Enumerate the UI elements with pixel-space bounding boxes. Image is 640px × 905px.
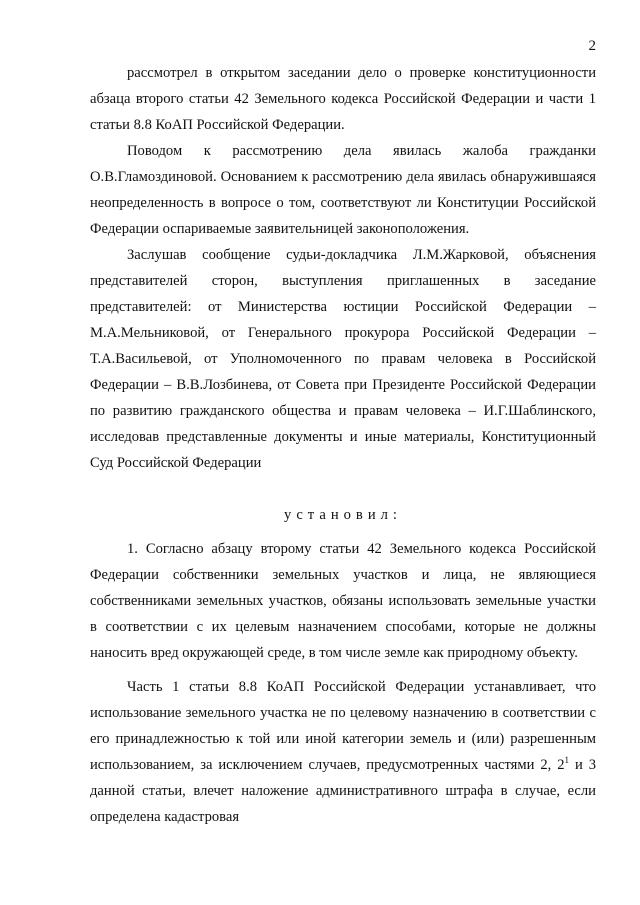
- paragraph-grounds: Поводом к рассмотрению дела явилась жалоба гражданки О.В.Гламоздиновой. Основанием к рассмотрению дела явилась обнаружившаяся неопределенность в вопросе о том, соответствуют ли Конституции Российской Федерации оспариваемые заявительницей законоположения.: [90, 143, 596, 237]
- section-heading: установил:: [284, 507, 402, 523]
- paragraph-koap-text-2: и 3 данной статьи, влечет наложение административного штрафа в случае, если определена кадастровая: [90, 757, 596, 825]
- paragraph-koap-text-1: Часть 1 статьи 8.8 КоАП Российской Федерации устанавливает, что использование земельного участка не по целевому назначению в соответствии с его принадлежностью к той или иной категории земель и (или) разрешенным использованием, за исключением случаев, предусмотренных частями 2, 2: [90, 679, 596, 773]
- paragraph-hearing: Заслушав сообщение судьи-докладчика Л.М.Жарковой, объяснения представителей сторон, выступления приглашенных в заседание представителей: от Министерства юстиции Российской Федерации – М.А.Мельниковой, от Генерального прокурора Российской Федерации – Т.А.Васильевой, от Уполномоченного по правам человека в Российской Федерации – В.В.Лозбинева, от Совета при Президенте Российской Федерации по развитию гражданского общества и правам человека – И.Г.Шаблинского, исследовав представленные документы и иные материалы, Конституционный Суд Российской Федерации: [90, 247, 596, 471]
- superscript: 1: [564, 755, 570, 766]
- paragraph-land-code: 1. Согласно абзацу второму статьи 42 Земельного кодекса Российской Федерации собственники земельных участков и лица, не являющиеся собственниками земельных участков, обязаны использовать земельные участки в соответствии с их целевым назначением способами, которые не должны наносить вред окружающей среде, в том числе земле как природному объекту.: [90, 541, 596, 661]
- document-body: [90, 60, 596, 830]
- paragraph-intro: рассмотрел в открытом заседании дело о проверке конституционности абзаца второго статьи 42 Земельного кодекса Российской Федерации и части 1 статьи 8.8 КоАП Российской Федерации.: [90, 65, 596, 133]
- paragraph-koap: [90, 674, 596, 830]
- page-number: 2: [588, 38, 596, 54]
